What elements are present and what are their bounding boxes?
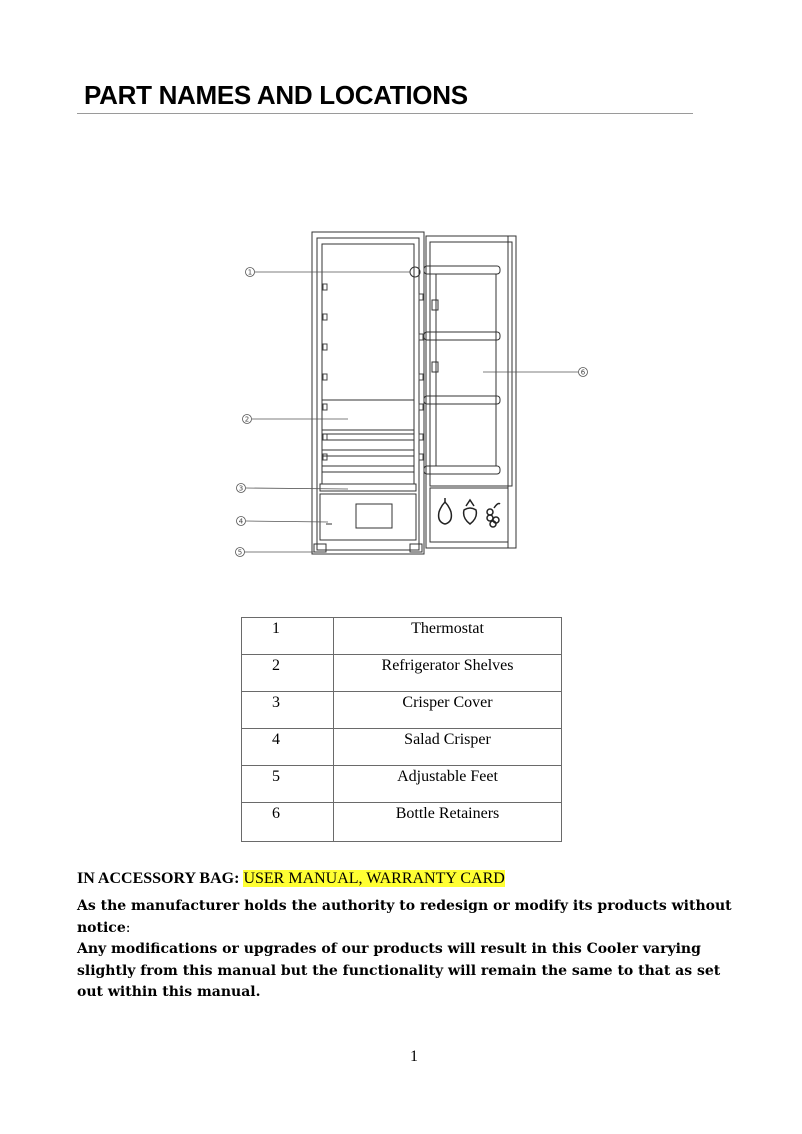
page-title: PART NAMES AND LOCATIONS [84,80,468,110]
title-underline [77,113,693,114]
part-number: 6 [242,803,334,842]
callout-1-number: 1 [247,268,253,277]
accessory-items: USER MANUAL, WARRANTY CARD [243,870,505,887]
table-row [242,655,562,692]
part-number: 4 [242,729,334,766]
table-row [242,803,562,842]
part-name: Adjustable Feet [334,766,562,803]
refrigerator-diagram [228,222,600,564]
part-number: 2 [242,655,334,692]
table-row [242,618,562,655]
table-row [242,692,562,729]
pear-icon [439,498,452,524]
part-name: Salad Crisper [334,729,562,766]
notice-colon: : [125,919,131,936]
table-row [242,729,562,766]
notice-paragraph [77,896,737,1004]
parts-table [241,617,562,842]
notice-line-2: Any modifications or upgrades of our products will result in this Cooler varying slightly from this manual but the functionality will remain the same to that as set out within this manual. [77,941,721,1000]
callout-5-number: 5 [237,548,243,557]
callout-2-number: 2 [244,415,250,424]
accessory-label: IN ACCESSORY BAG: [77,870,240,887]
notice-line-1: As the manufacturer holds the authority to redesign or modify its products without notice [77,898,732,936]
accessory-line [77,870,505,888]
part-name: Refrigerator Shelves [334,655,562,692]
callout-4-number: 4 [238,517,244,526]
grapes-icon [487,504,500,528]
part-name: Bottle Retainers [334,803,562,842]
strawberry-icon [464,500,477,524]
callout-6-number: 6 [580,368,586,377]
part-number: 5 [242,766,334,803]
part-number: 3 [242,692,334,729]
part-number: 1 [242,618,334,655]
part-name: Crisper Cover [334,692,562,729]
part-name: Thermostat [334,618,562,655]
page-number: 1 [410,1048,418,1065]
callout-3-number: 3 [238,484,244,493]
table-row [242,766,562,803]
